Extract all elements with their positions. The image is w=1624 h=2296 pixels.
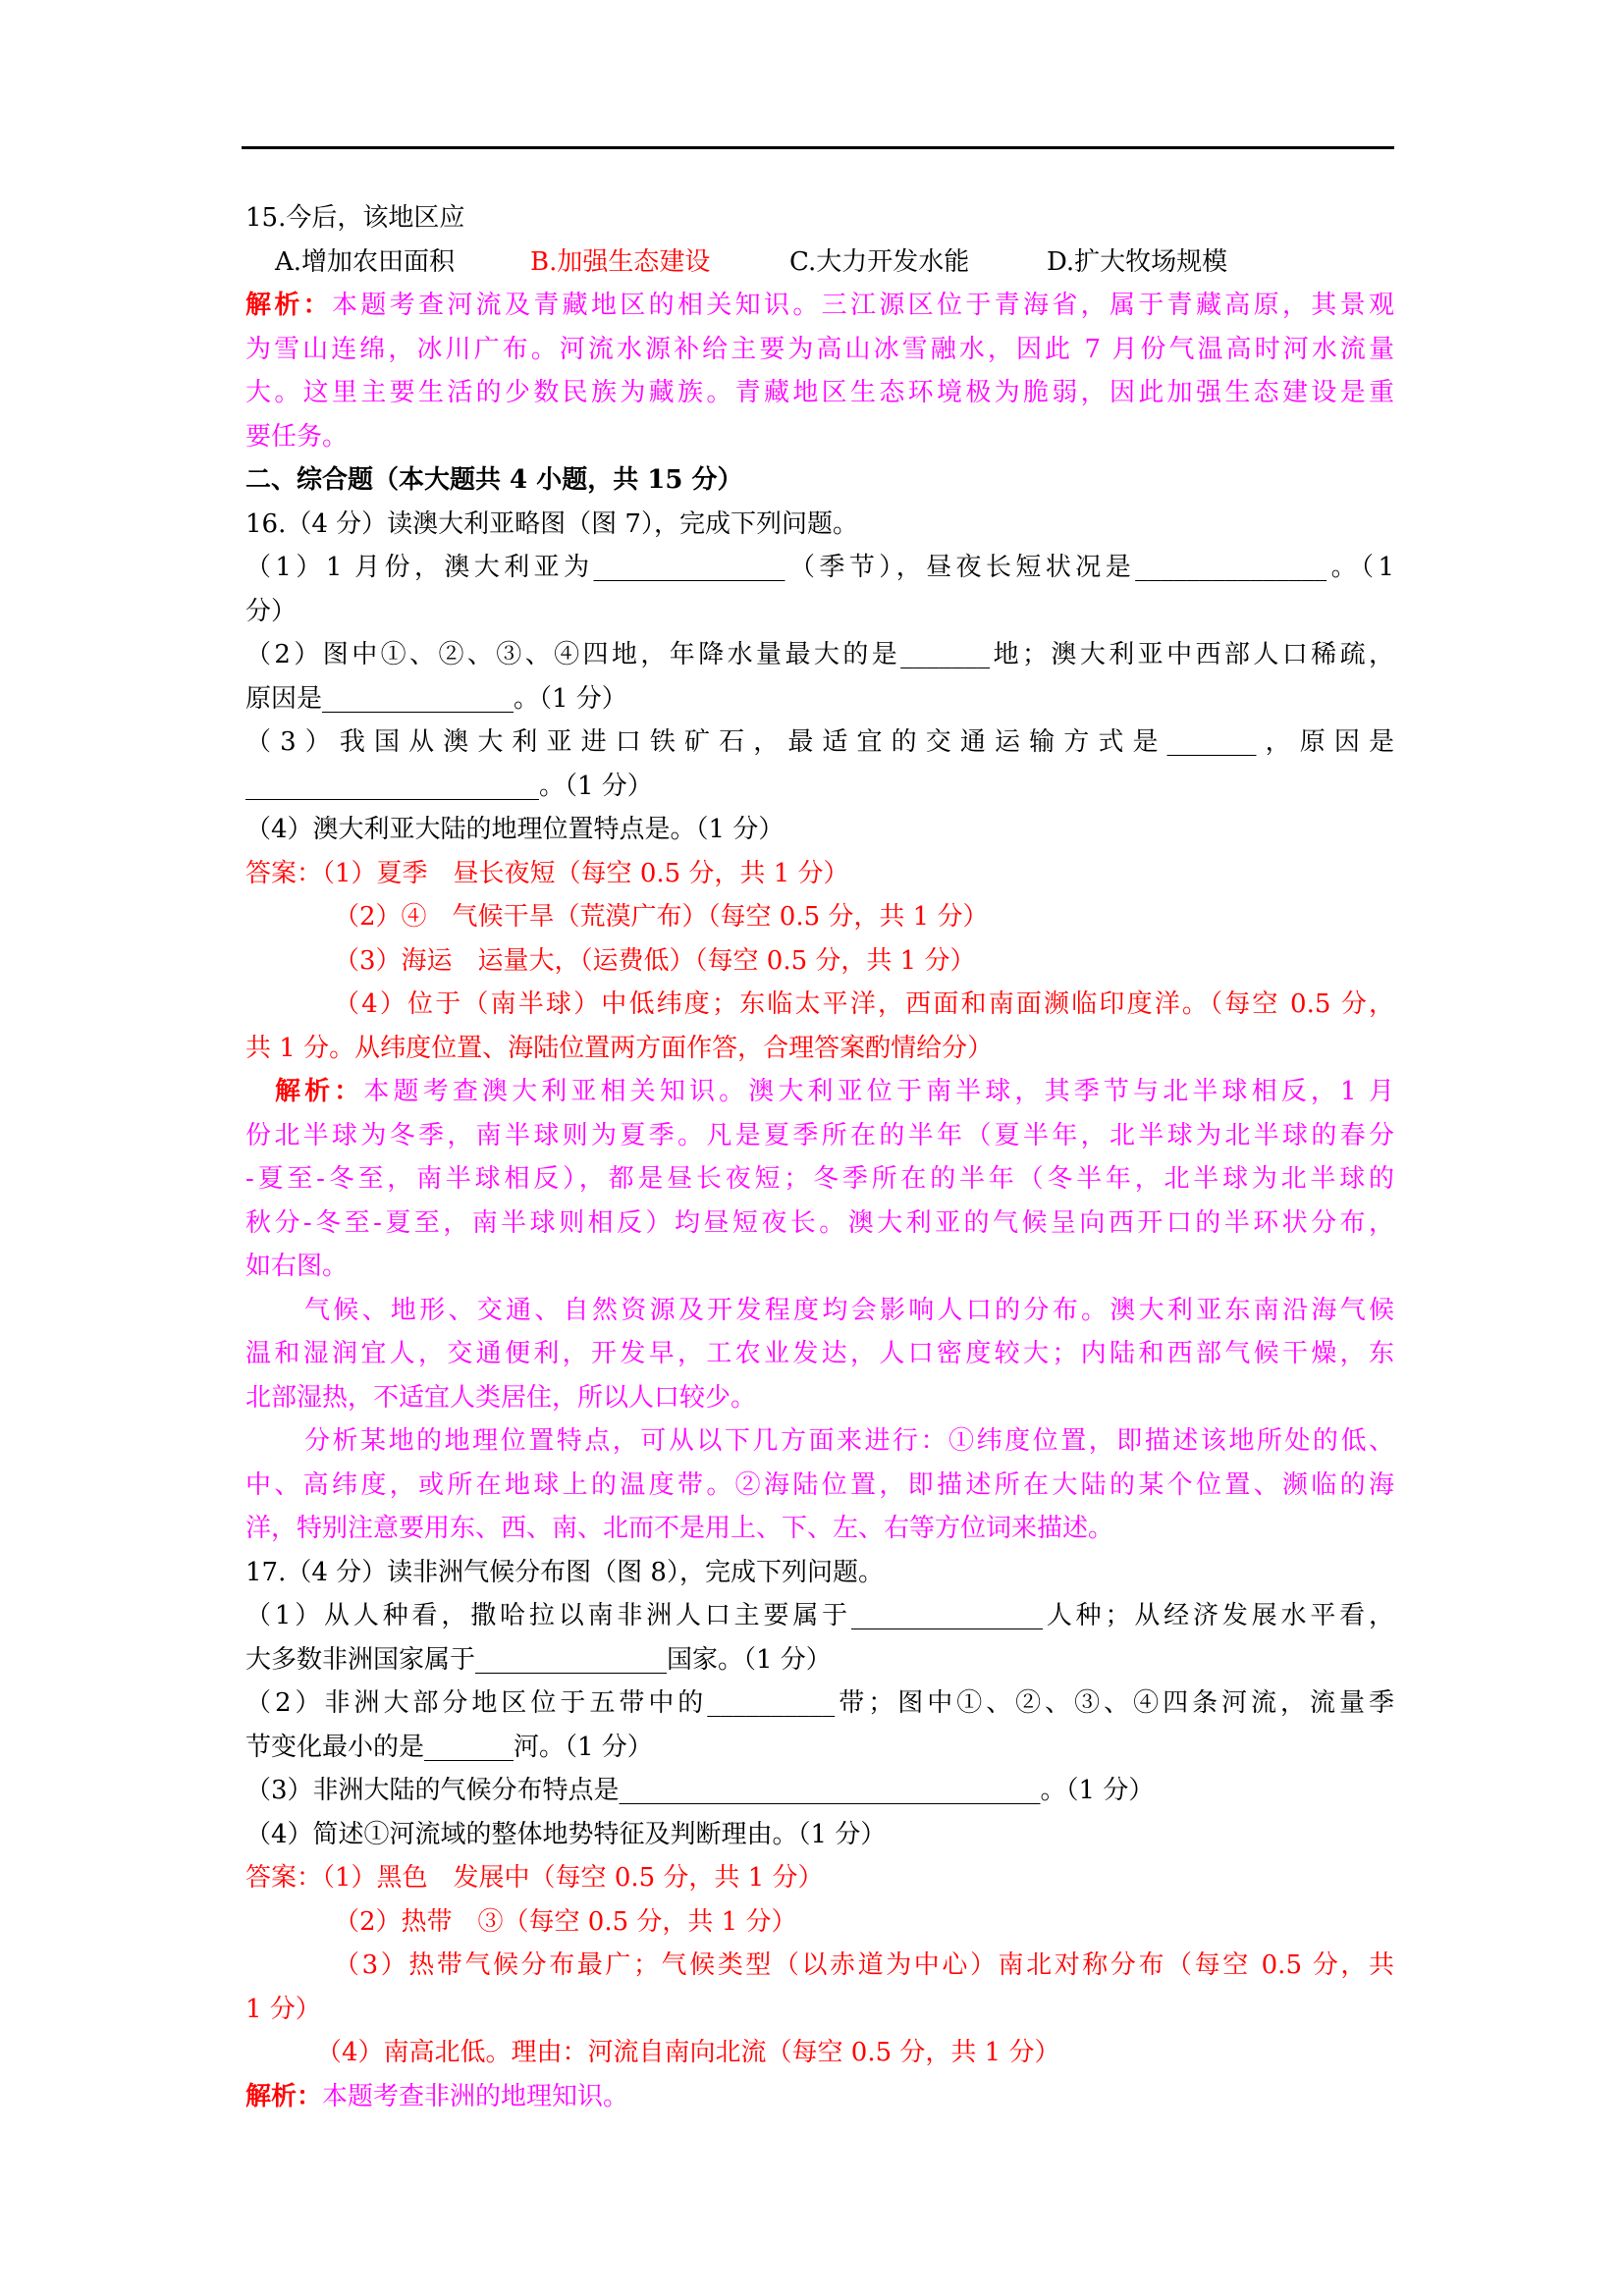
q16-sub-2-cont: 原因是_______________。（1 分）: [245, 683, 627, 714]
q15-analysis-label: 解析：: [245, 291, 332, 320]
q16-sub-2: （2）图中①、②、③、④四地，年降水量最大的是_______地；澳大利亚中西部人口稀疏，: [245, 640, 1394, 669]
q16-analysis-line-10: 中、高纬度，或所在地球上的温度带。②海陆位置，即描述所在大陆的某个位置、濒临的海: [245, 1469, 1394, 1500]
section-2-title: 二、综合题（本大题共 4 小题，共 15 分）: [245, 465, 743, 495]
q16-analysis-line-5: 如右图。: [245, 1252, 349, 1281]
q17-sub-2-cont: 节变化最小的是_______河。（1 分）: [245, 1732, 653, 1762]
q16-analysis-line-7: 温和湿润宜人，交通便利，开发早，工农业发达，人口密度较大；内陆和西部气候干燥，东: [245, 1339, 1394, 1368]
q16-analysis-line-11: 洋，特别注意要用东、西、南、北而不是用上、下、左、右等方位词来描述。: [245, 1514, 1114, 1543]
q17-sub-2: （2）非洲大部分地区位于五带中的__________带；图中①、②、③、④四条河流，流量季: [245, 1688, 1394, 1718]
document-body: [245, 196, 1394, 2118]
q17-analysis-line: 解析：本题考查非洲的地理知识。: [245, 2081, 629, 2111]
q17-sub-1-cont: 大多数非洲国家属于_______________国家。（1 分）: [245, 1644, 832, 1675]
q16-answer-line-2: （2）④ 气候干旱（荒漠广布）（每空 0.5 分，共 1 分）: [334, 902, 989, 932]
q16-analysis-line-6: 气候、地形、交通、自然资源及开发程度均会影响人口的分布。澳大利亚东南沿海气候: [304, 1295, 1394, 1325]
q17-sub-1: （1）从人种看，撒哈拉以南非洲人口主要属于_______________人种；从经济发展水平看，: [245, 1601, 1394, 1630]
q16-stem: 16.（4 分）读澳大利亚略图（图 7），完成下列问题。: [245, 508, 858, 539]
q15-analysis-line-3: 大。这里主要生活的少数民族为藏族。青藏地区生态环境极为脆弱，因此加强生态建设是重: [245, 378, 1394, 407]
q17-stem: 17.（4 分）读非洲气候分布图（图 8），完成下列问题。: [245, 1557, 884, 1587]
q15-analysis-line-2: 为雪山连绵，冰川广布。河流水源补给主要为高山冰雪融水，因此 7 月份气温高时河水流量: [245, 334, 1394, 364]
q15-option-c: C.大力开发水能: [789, 246, 970, 277]
q15-option-d: D.扩大牧场规模: [1047, 246, 1228, 277]
q16-analysis-line-9: 分析某地的地理位置特点，可从以下几方面来进行：①纬度位置，即描述该地所处的低、: [304, 1426, 1394, 1456]
q16-analysis-label: 解析：: [275, 1077, 364, 1106]
q15-option-a: A.增加农田面积: [275, 246, 456, 277]
q16-analysis-line-3: -夏至-冬至，南半球相反），都是昼长夜短；冬季所在的半年（冬半年，北半球为北半球的: [245, 1164, 1394, 1194]
q16-analysis-line-2: 份北半球为冬季，南半球则为夏季。凡是夏季所在的半年（夏半年，北半球为北半球的春分: [245, 1120, 1394, 1150]
q16-analysis-line-8: 北部湿热，不适宜人类居住，所以人口较少。: [245, 1382, 757, 1413]
q16-answer-line-5: 共 1 分。从纬度位置、海陆位置两方面作答，合理答案酌情给分）: [245, 1033, 994, 1063]
q16-answer-line-4: （4）位于（南半球）中低纬度；东临太平洋，西面和南面濒临印度洋。（每空 0.5 分，: [334, 989, 1394, 1019]
q17-answer-line-1: 答案：（1）黑色 发展中（每空 0.5 分，共 1 分）: [245, 1863, 824, 1893]
q15-options: [245, 240, 1394, 285]
q15-option-b: B.加强生态建设: [530, 246, 711, 277]
q17-answer-label: 答案：: [245, 1863, 323, 1893]
q16-sub-3-cont: _______________________。（1 分）: [245, 771, 653, 801]
q16-sub-1: （1）1 月份，澳大利亚为_______________（季节），昼夜长短状况是_______________。（1: [245, 553, 1394, 582]
q16-sub-1-cont: 分）: [245, 596, 298, 626]
q16-answer-line-3: （3）海运 运量大，（运费低）（每空 0.5 分，共 1 分）: [334, 945, 976, 976]
q17-sub-3: （3）非洲大陆的气候分布特点是_________________________________。（1 分）: [245, 1776, 1155, 1805]
q17-analysis-label: 解析：: [245, 2081, 323, 2111]
q17-sub-4: （4）简述①河流域的整体地势特征及判断理由。（1 分）: [245, 1819, 887, 1849]
q16-answer-label: 答案：: [245, 858, 323, 888]
q16-sub-3: （3）我国从澳大利亚进口铁矿石，最适宜的交通运输方式是_______，原因是: [245, 727, 1394, 757]
q16-analysis-line-1: 解析：本题考查澳大利亚相关知识。澳大利亚位于南半球，其季节与北半球相反，1 月: [275, 1077, 1394, 1106]
header-rule: [242, 146, 1394, 149]
q16-sub-4: （4）澳大利亚大陆的地理位置特点是。（1 分）: [245, 815, 785, 844]
q17-answer-line-5: （4）南高北低。理由：河流自南向北流（每空 0.5 分，共 1 分）: [316, 2038, 1060, 2067]
q15-analysis-line-1: 解析：本题考查河流及青藏地区的相关知识。三江源区位于青海省，属于青藏高原，其景观: [245, 291, 1394, 320]
q16-analysis-line-4: 秋分-冬至-夏至，南半球则相反）均昼短夜长。澳大利亚的气候呈向西开口的半环状分布，: [245, 1207, 1394, 1238]
q17-answer-line-2: （2）热带 ③（每空 0.5 分，共 1 分）: [334, 1906, 797, 1937]
q16-answer-line-1: 答案：（1）夏季 昼长夜短（每空 0.5 分，共 1 分）: [245, 858, 849, 888]
q15-stem: 15.今后，该地区应: [245, 203, 465, 233]
q17-answer-line-3: （3）热带气候分布最广；气候类型（以赤道为中心）南北对称分布（每空 0.5 分，共: [334, 1950, 1394, 1980]
q15-analysis-line-4: 要任务。: [245, 421, 349, 452]
q17-answer-line-4: 1 分）: [245, 1994, 321, 2024]
